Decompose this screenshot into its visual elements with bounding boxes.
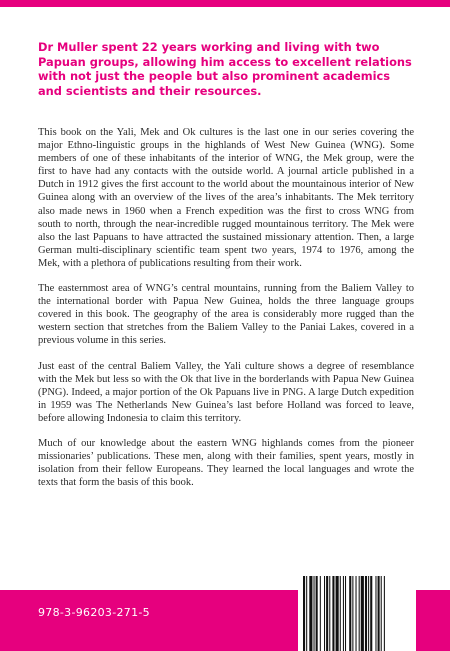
- barcode-bars: [301, 576, 413, 651]
- cover-blurb: Dr Muller spent 22 years working and living with two Papuan groups, allowing him access to excellent relations with not just the people but also prominent academics and scientists and their resources.: [38, 40, 412, 98]
- isbn-number: 978-3-96203-271-5: [38, 606, 150, 619]
- description-paragraph-2: The easternmost area of WNG’s central mountains, running from the Baliem Valley to the international border with Papua New Guinea, holds the three language groups covered in this book. The geography of the area is considerably more rugged than the western section that stretches from the Baliem Valley to the Paniai Lakes, covered in a previous volume in this series.: [38, 283, 414, 347]
- cover-description: [38, 126, 414, 501]
- barcode: [298, 568, 416, 651]
- top-accent-strip: [0, 0, 450, 7]
- description-paragraph-1: This book on the Yali, Mek and Ok cultures is the last one in our series covering the major Ethno-linguistic groups in the highlands of West New Guinea (WNG). Some members of one of these inhabitants of the interior of WNG, the Mek group, were the first to have had any contacts with the outside world. A journal article published in a Dutch in 1912 gives the first account to the world about the mountainous interior of New Guinea along with an overview of the lives of the area’s inhabitants. The Mek territory also made news in 1960 when a French expedition was the first to cross WNG from south to north, through the near-incredible rugged mountainous territory. The Mek were also the last Papuans to have attracted the sustained missionary attention. Then, a large German multi-disciplinary scientific team spent two years, 1974 to 1976, among the Mek, with a plethora of publications resulting from their work.: [38, 127, 414, 269]
- description-paragraph-3: Just east of the central Baliem Valley, the Yali culture shows a degree of resemblance with the Mek but less so with the Ok that live in the borderlands with Papua New Guinea (PNG). Indeed, a major portion of the Ok Papuans live in PNG. A large Dutch expedition in 1959 was The Netherlands New Guinea’s last before Holland was forced to leave, before allowing Indonesia to claim this territory.: [38, 360, 414, 424]
- description-paragraph-4: Much of our knowledge about the eastern WNG highlands comes from the pioneer missionaries’ publications. These men, along with their families, spent years, mostly in isolation from their fellow Europeans. They learned the local languages and wrote the texts that form the basis of this book.: [38, 437, 414, 489]
